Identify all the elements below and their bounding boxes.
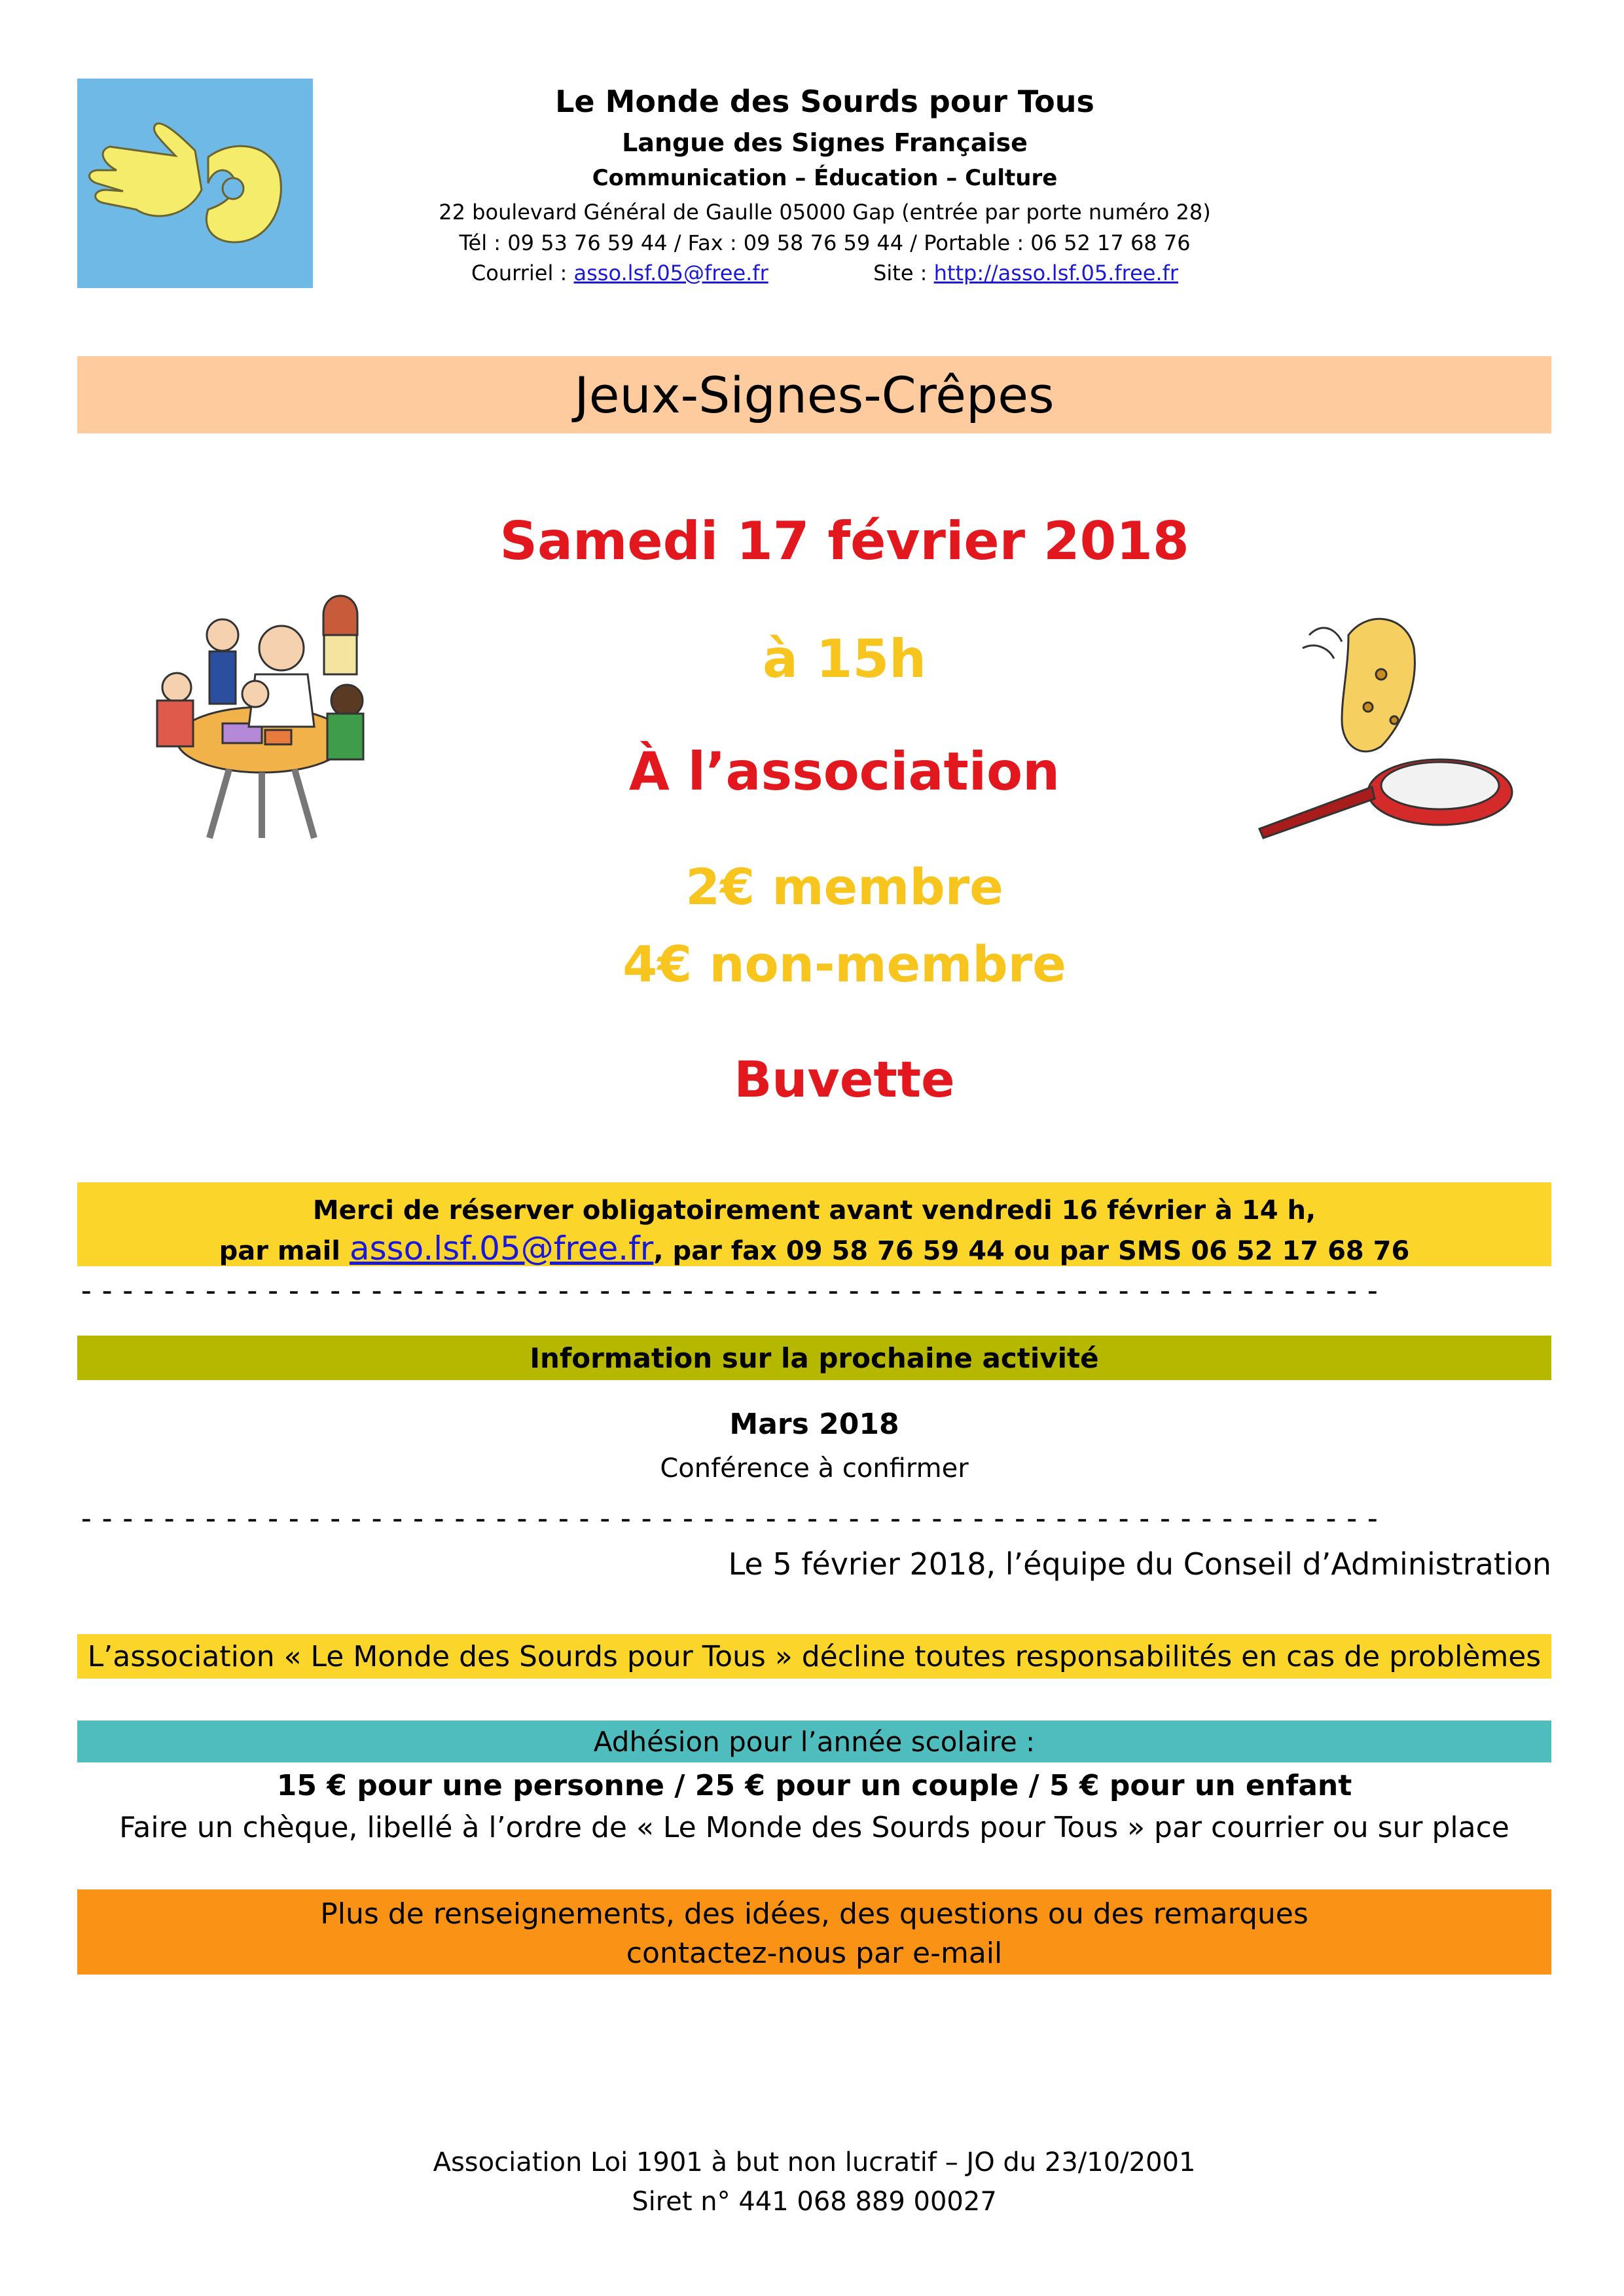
event-date: Samedi 17 février 2018 xyxy=(499,511,1189,572)
association-contact-line xyxy=(367,261,1283,285)
separator-2: --------------------------------------------------------------- xyxy=(77,1501,1384,1536)
membership-prices: 15 € pour une personne / 25 € pour un couple / 5 € pour un enfant xyxy=(276,1769,1352,1802)
event-time: à 15h xyxy=(762,629,927,689)
association-logo xyxy=(77,79,313,288)
association-subtitle: Langue des Signes Française xyxy=(622,128,1028,157)
footer-siret: Siret n° 441 068 889 00027 xyxy=(632,2187,997,2217)
event-title: Jeux-Signes-Crêpes xyxy=(574,365,1055,424)
crepe-illustration xyxy=(1250,596,1525,858)
association-address: 22 boulevard Général de Gaulle 05000 Gap (entrée par porte numéro 28) xyxy=(439,200,1211,225)
contact-line-2: contactez-nous par e-mail xyxy=(626,1937,1003,1970)
reservation-line-2 xyxy=(77,1230,1551,1270)
crepe-flipping-pan-icon xyxy=(1250,596,1525,858)
board-game-illustration xyxy=(151,576,373,851)
separator-1: --------------------------------------------------------------- xyxy=(77,1273,1384,1308)
next-activity-month: Mars 2018 xyxy=(729,1408,899,1441)
mail-label: Courriel : xyxy=(471,261,574,285)
contact-band xyxy=(77,1889,1551,1975)
contact-line-1: Plus de renseignements, des idées, des questions ou des remarques xyxy=(320,1897,1308,1931)
association-motto: Communication – Éducation – Culture xyxy=(592,165,1058,191)
reservation-line-1: Merci de réserver obligatoirement avant vendredi 16 février à 14 h, xyxy=(312,1195,1316,1226)
association-name: Le Monde des Sourds pour Tous xyxy=(555,84,1094,119)
signature: Le 5 février 2018, l’équipe du Conseil d’Administration xyxy=(728,1546,1551,1582)
reservation-mail-prefix: par mail xyxy=(219,1236,350,1266)
footer-legal: Association Loi 1901 à but non lucratif – JO du 23/10/2001 xyxy=(433,2147,1196,2178)
reservation-suffix: , par fax 09 58 76 59 44 ou par SMS 06 52 17 68 76 xyxy=(653,1236,1410,1266)
membership-payment: Faire un chèque, libellé à l’ordre de « Le Monde des Sourds pour Tous » par courrier ou sur place xyxy=(119,1811,1509,1844)
header-mail-link[interactable]: asso.lsf.05@free.fr xyxy=(573,261,768,285)
reservation-band xyxy=(77,1182,1551,1266)
membership-heading: Adhésion pour l’année scolaire : xyxy=(593,1725,1036,1758)
membership-band xyxy=(77,1721,1551,1762)
next-activity-description: Conférence à confirmer xyxy=(660,1453,969,1484)
disclaimer-text: L’association « Le Monde des Sourds pour Tous » décline toutes responsabilités en cas de problèmes xyxy=(87,1639,1542,1673)
disclaimer-band xyxy=(77,1634,1551,1679)
event-bar: Buvette xyxy=(734,1050,955,1108)
event-place: À l’association xyxy=(628,741,1060,802)
site-label: Site : xyxy=(873,261,934,285)
event-price-nonmember: 4€ non-membre xyxy=(623,935,1066,993)
next-activity-heading: Information sur la prochaine activité xyxy=(530,1341,1099,1374)
association-phones: Tél : 09 53 76 59 44 / Fax : 09 58 76 59 44 / Portable : 06 52 17 68 76 xyxy=(459,230,1191,255)
reservation-mail-link[interactable]: asso.lsf.05@free.fr xyxy=(349,1230,654,1267)
next-activity-band xyxy=(77,1336,1551,1380)
event-price-member: 2€ membre xyxy=(685,858,1003,916)
header-site-link[interactable]: http://asso.lsf.05.free.fr xyxy=(933,261,1179,285)
people-playing-board-game-icon xyxy=(151,576,373,851)
event-title-band xyxy=(77,356,1551,433)
sign-language-hands-icon xyxy=(77,79,313,288)
